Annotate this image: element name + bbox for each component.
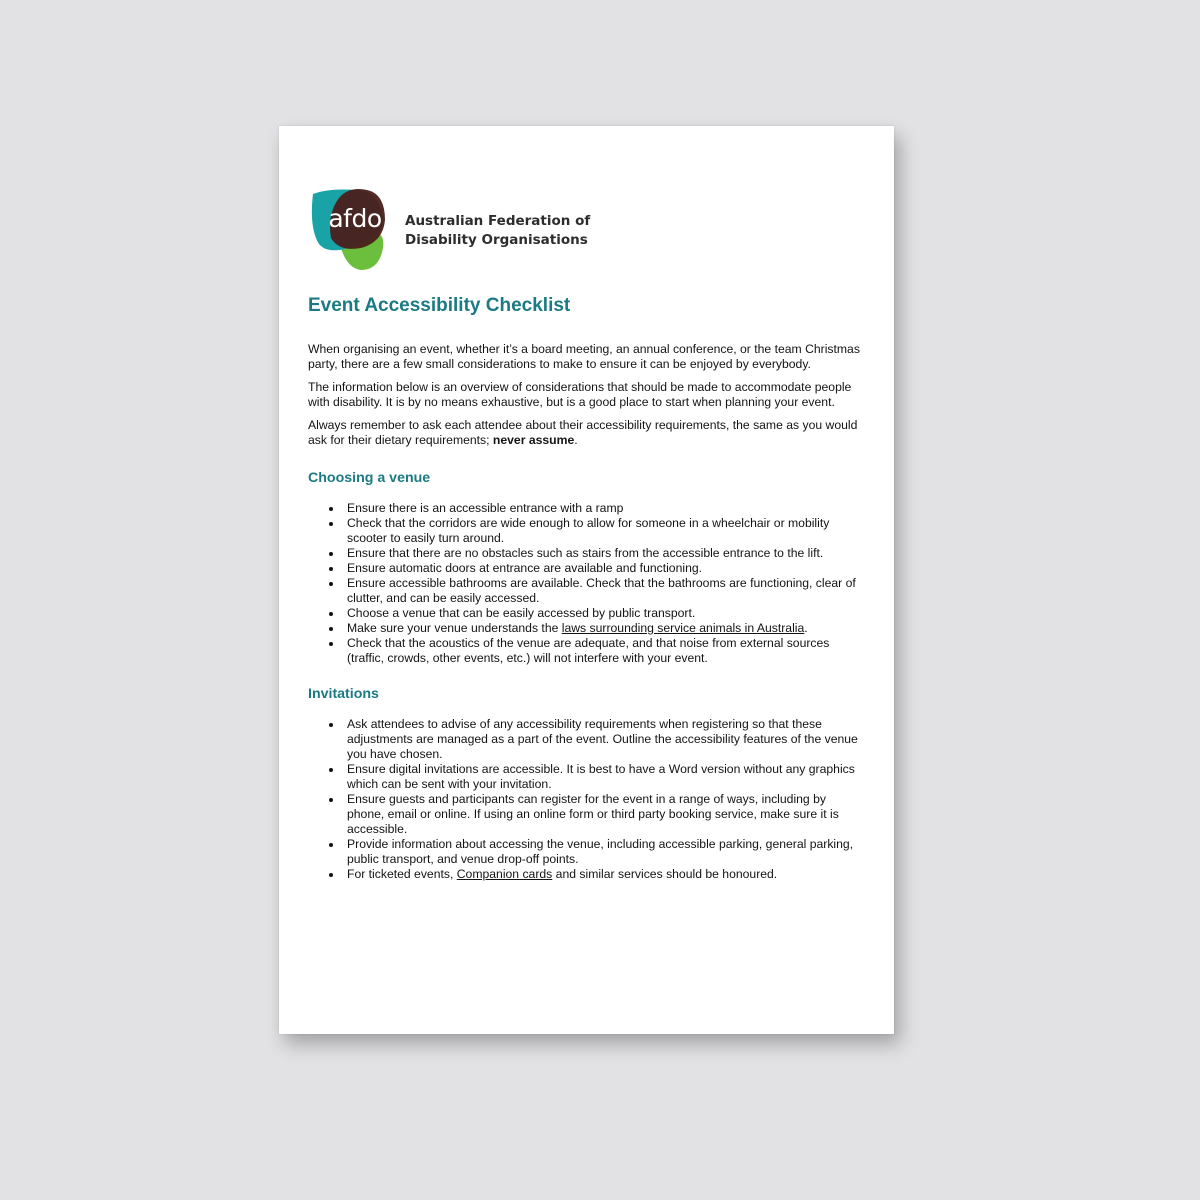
never-assume-emphasis: never assume (492, 433, 575, 447)
list-item: Ensure there is an accessible entrance with a ramp (347, 501, 864, 516)
intro-paragraph-3-end: . (574, 433, 578, 447)
intro-paragraph-2: The information below is an overview of considerations that should be made to accommodate people with disability. It is by no means exhaustive, but is a good place to start when planning your event. (308, 380, 852, 409)
list-item-text-end: and similar services should be honoured. (552, 867, 778, 881)
intro-paragraph-3-text: Always remember to ask each attendee about their accessibility requirements, the same as you would ask for their dietary requirements; (308, 418, 858, 447)
list-item: Ensure that there are no obstacles such as stairs from the accessible entrance to the lift. (347, 546, 864, 561)
document-page (279, 126, 894, 1034)
document-body (308, 294, 864, 882)
section-heading-invitations: Invitations (308, 686, 379, 702)
list-item: Ensure digital invitations are accessible. It is best to have a Word version without any graphics which can be sent with your invitation. (347, 762, 864, 792)
organisation-name-line-2: Disability Organisations (405, 232, 588, 248)
afdo-logo (309, 188, 609, 272)
list-item-text-end: . (804, 621, 808, 635)
logo-mark-text: afdo (328, 204, 382, 233)
venue-checklist (308, 501, 864, 666)
list-item: Ensure accessible bathrooms are available. Check that the bathrooms are functioning, clear of clutter, and can be easily accessed. (347, 576, 864, 606)
service-animals-link[interactable]: laws surrounding service animals in Australia (561, 621, 805, 635)
list-item (347, 867, 864, 882)
list-item-text: For ticketed events, (347, 867, 457, 881)
section-heading-venue: Choosing a venue (308, 470, 431, 486)
intro-paragraph-3 (308, 418, 864, 448)
organisation-name-line-1: Australian Federation of (405, 213, 591, 229)
document-title: Event Accessibility Checklist (308, 295, 571, 316)
organisation-name (405, 212, 590, 250)
list-item: Choose a venue that can be easily accessed by public transport. (347, 606, 864, 621)
invitations-checklist (308, 717, 864, 882)
list-item: Ask attendees to advise of any accessibility requirements when registering so that these adjustments are managed as a part of the event. Outline the accessibility features of the venue you have chosen. (347, 717, 864, 762)
list-item: Check that the acoustics of the venue are adequate, and that noise from external sources (traffic, crowds, other events, etc.) will not interfere with your event. (347, 636, 864, 666)
list-item: Ensure automatic doors at entrance are available and functioning. (347, 561, 864, 576)
intro-paragraph-1: When organising an event, whether it’s a board meeting, an annual conference, or the team Christmas party, there are a few small considerations to make to ensure it can be enjoyed by everybody. (308, 342, 860, 371)
companion-cards-link[interactable]: Companion cards (456, 867, 553, 881)
list-item-text: Make sure your venue understands the (347, 621, 562, 635)
list-item: Provide information about accessing the venue, including accessible parking, general parking, public transport, and venue drop-off points. (347, 837, 864, 867)
list-item (347, 621, 864, 636)
list-item: Ensure guests and participants can register for the event in a range of ways, including by phone, email or online. If using an online form or third party booking service, make sure it is accessible. (347, 792, 864, 837)
list-item: Check that the corridors are wide enough to allow for someone in a wheelchair or mobility scooter to easily turn around. (347, 516, 864, 546)
